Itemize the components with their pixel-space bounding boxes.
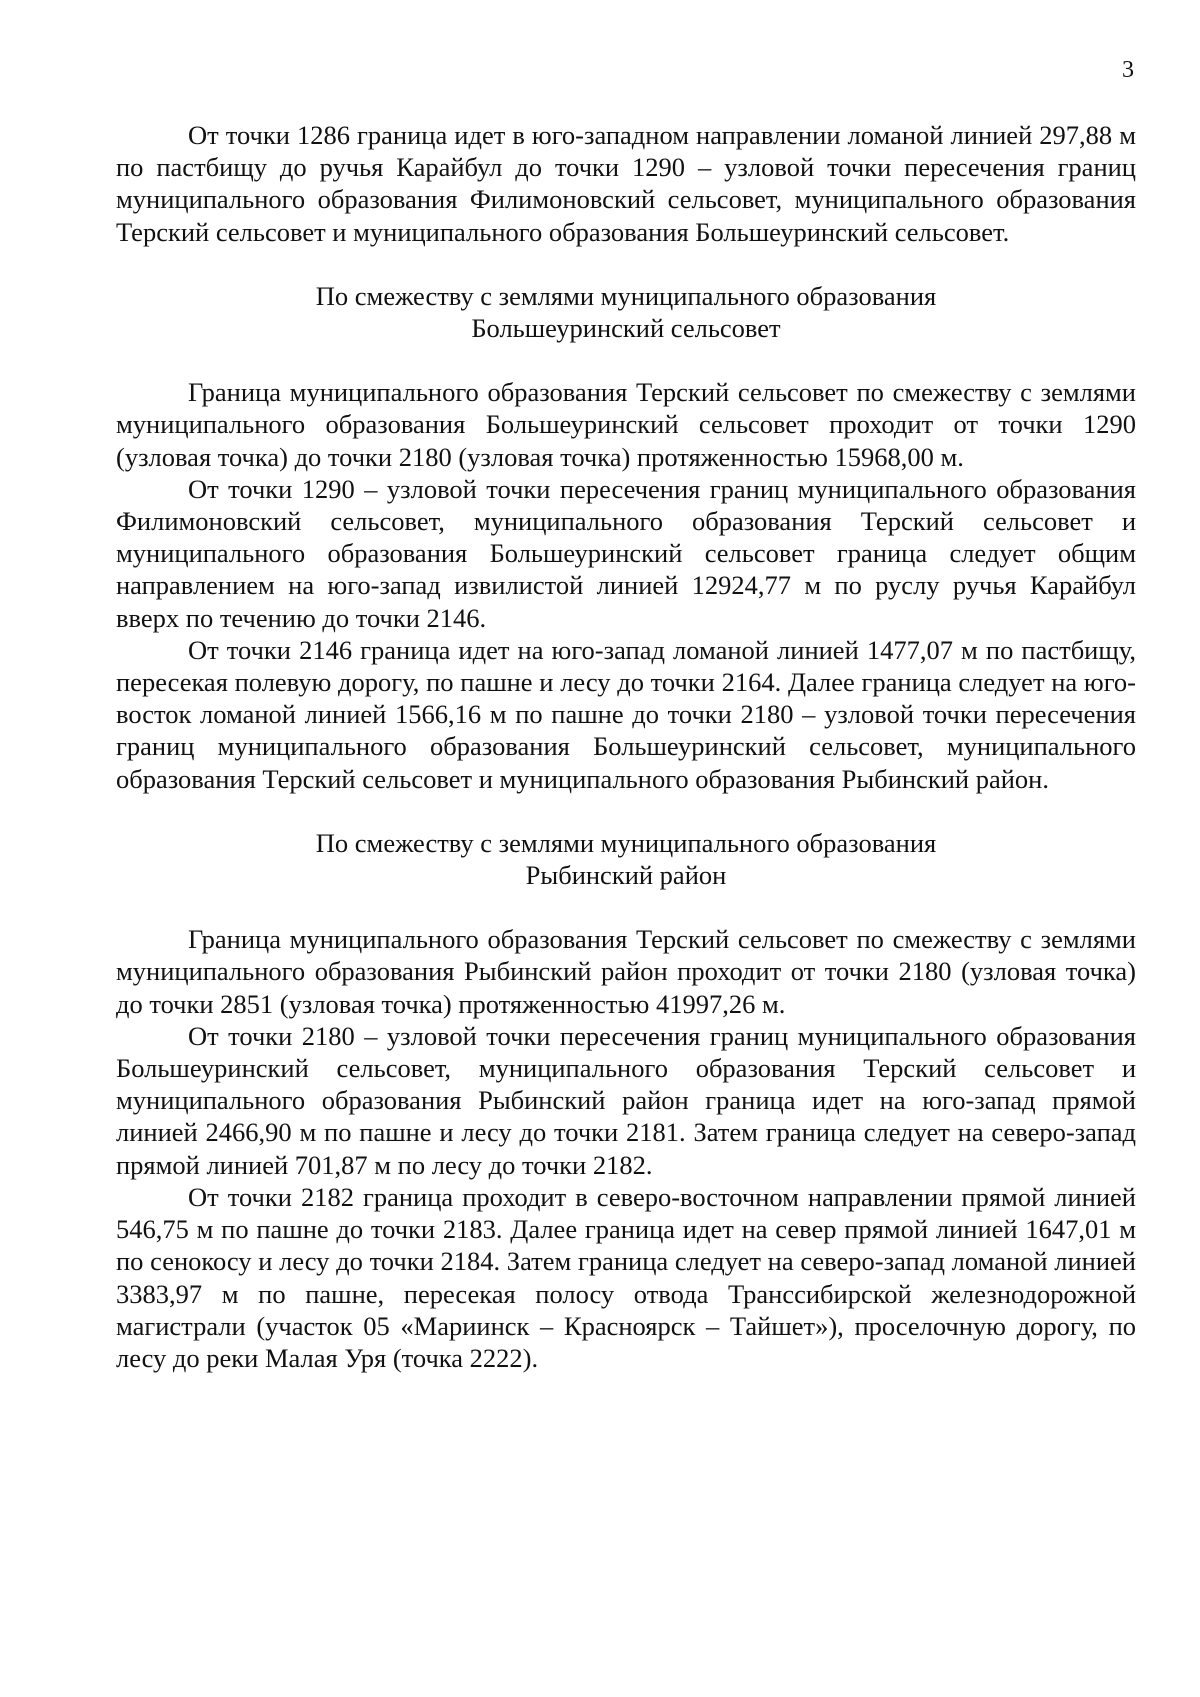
paragraph: Граница муниципального образования Терский сельсовет по смежеству с землями муниципального образования Большеуринский сельсовет проходит от точки 1290 (узловая точка) до точки 2180 (узловая точка) протяженностью 15968,00 м.: [116, 377, 1136, 472]
paragraph: От точки 1290 – узловой точки пересечения границ муниципального образования Филимоновский сельсовет, муниципального образования Терский сельсовет и муниципального образования Большеуринский сельсовет граница следует общим направлением на юго-запад извилистой линией 12924,77 м по руслу ручья Карайбул вверх по течению до точки 2146.: [116, 473, 1136, 633]
paragraph: От точки 1286 граница идет в юго-западном направлении ломаной линией 297,88 м по пастбищу до ручья Карайбул до точки 1290 – узловой точки пересечения границ муниципального образования Филимоновский сельсовет, муниципального образования Терский сельсовет и муниципального образования Большеуринский сельсовет.: [116, 120, 1136, 247]
paragraph: Граница муниципального образования Терский сельсовет по смежеству с землями муниципального образования Рыбинский район проходит от точки 2180 (узловая точка) до точки 2851 (узловая точка) протяженностью 41997,26 м.: [116, 924, 1136, 1019]
document-body: [116, 119, 1136, 1374]
section-heading-line: Рыбинский район: [525, 860, 727, 891]
paragraph: От точки 2180 – узловой точки пересечения границ муниципального образования Большеуринский сельсовет, муниципального образования Терский сельсовет и муниципального образования Рыбинский район граница идет на юго-запад прямой линией 2466,90 м по пашне и лесу до точки 2181. Затем граница следует на северо-запад прямой линией 701,87 м по лесу до точки 2182.: [116, 1020, 1136, 1180]
section-heading-line: Большеуринский сельсовет: [471, 313, 781, 344]
section-heading-line: По смежеству с землями муниципального образования: [315, 827, 937, 858]
paragraph: От точки 2182 граница проходит в северо-восточном направлении прямой линией 546,75 м по пашне до точки 2183. Далее граница идет на север прямой линией 1647,01 м по сенокосу и лесу до точки 2184. Затем граница следует на северо-запад ломаной линией 3383,97 м по пашне, пересекая полосу отвода Транссибирской железнодорожной магистрали (участок 05 «Мариинск – Красноярск – Тайшет»), проселочную дорогу, по лесу до реки Малая Уря (точка 2222).: [116, 1181, 1136, 1373]
page-number: 3: [1122, 57, 1134, 83]
paragraph: От точки 2146 граница идет на юго-запад ломаной линией 1477,07 м по пастбищу, пересекая полевую дорогу, по пашне и лесу до точки 2164. Далее граница следует на юго-восток ломаной линией 1566,16 м по пашне до точки 2180 – узловой точки пересечения границ муниципального образования Большеуринский сельсовет, муниципального образования Терский сельсовет и муниципального образования Рыбинский район.: [116, 634, 1136, 794]
section-heading-line: По смежеству с землями муниципального образования: [315, 280, 937, 311]
